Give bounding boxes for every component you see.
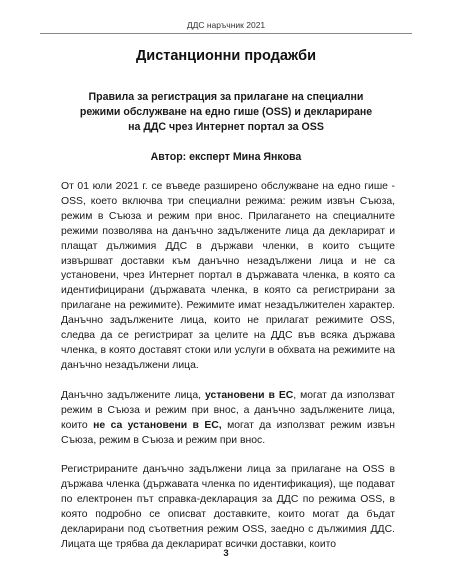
body-text — [61, 180, 395, 568]
page-number: 3 — [223, 548, 229, 559]
header-divider — [40, 33, 412, 34]
paragraph-3: Регистрираните данъчно задължени лица за прилагане на OSS в държава членка (държавата членка по идентификация), ще подават по електронен път справка-декларация за ДДС по режима OSS, в която подробно се описват доставките, които могат да бъдат декларирани под съответния режим OSS, заедно с дължимия ДДС. Лицата ще трябва да декларират всички доставки, които — [61, 464, 395, 550]
article-title-line-1: Правила за регистрация за прилагане на специални — [88, 91, 364, 103]
paragraph-2-text-c: , могат да използват режим в Съюза и режим при внос, а данъчно задължените лица, които — [61, 389, 395, 431]
paragraph-2-text-e: могат да използват режим извън Съюза, режим в Съюза и режим при внос. — [61, 419, 395, 446]
author-line: Автор: експерт Мина Янкова — [150, 151, 302, 163]
running-header: ДДС наръчник 2021 — [186, 20, 266, 30]
paragraph-1: От 01 юли 2021 г. се въведе разширено обслужване на едно гише - OSS, което включва три специални режима: режим извън Съюза, режим в Съюза и режим при внос. Прилагането на специалните режими позволява на данъчно задължените лица да декларират и плащат дължимия ДДС в държави членки, в които същите извършват доставки към данъчно незадължени лица и не са установени, чрез Интернет портал в държавата членка, в която са идентифицирани (държавата членка, в която са регистрирани за прилагане на режимите). Режимите имат незадължителен характер. Данъчно задължените лица, които не прилагат режимите OSS, следва да се регистрират за целите на ДДС във всяка държава членка, в която доставят стоки или услуги в обхвата на режимите на данъчно незадължени лица. — [61, 181, 395, 371]
paragraph-2-emphasis-not-established: не са установени в ЕС, — [93, 419, 222, 431]
article-title-line-2: режими обслужване на едно гише (OSS) и деклариране — [79, 106, 373, 118]
article-title — [60, 90, 392, 135]
paragraph-2 — [61, 389, 395, 449]
chapter-title: Дистанционни продажби — [135, 48, 317, 64]
article-title-line-3: на ДДС чрез Интернет портал за OSS — [128, 121, 324, 133]
paragraph-2-text-a: Данъчно задължените лица, — [61, 389, 206, 401]
paragraph-2-emphasis-established: установени в ЕС — [205, 389, 294, 401]
